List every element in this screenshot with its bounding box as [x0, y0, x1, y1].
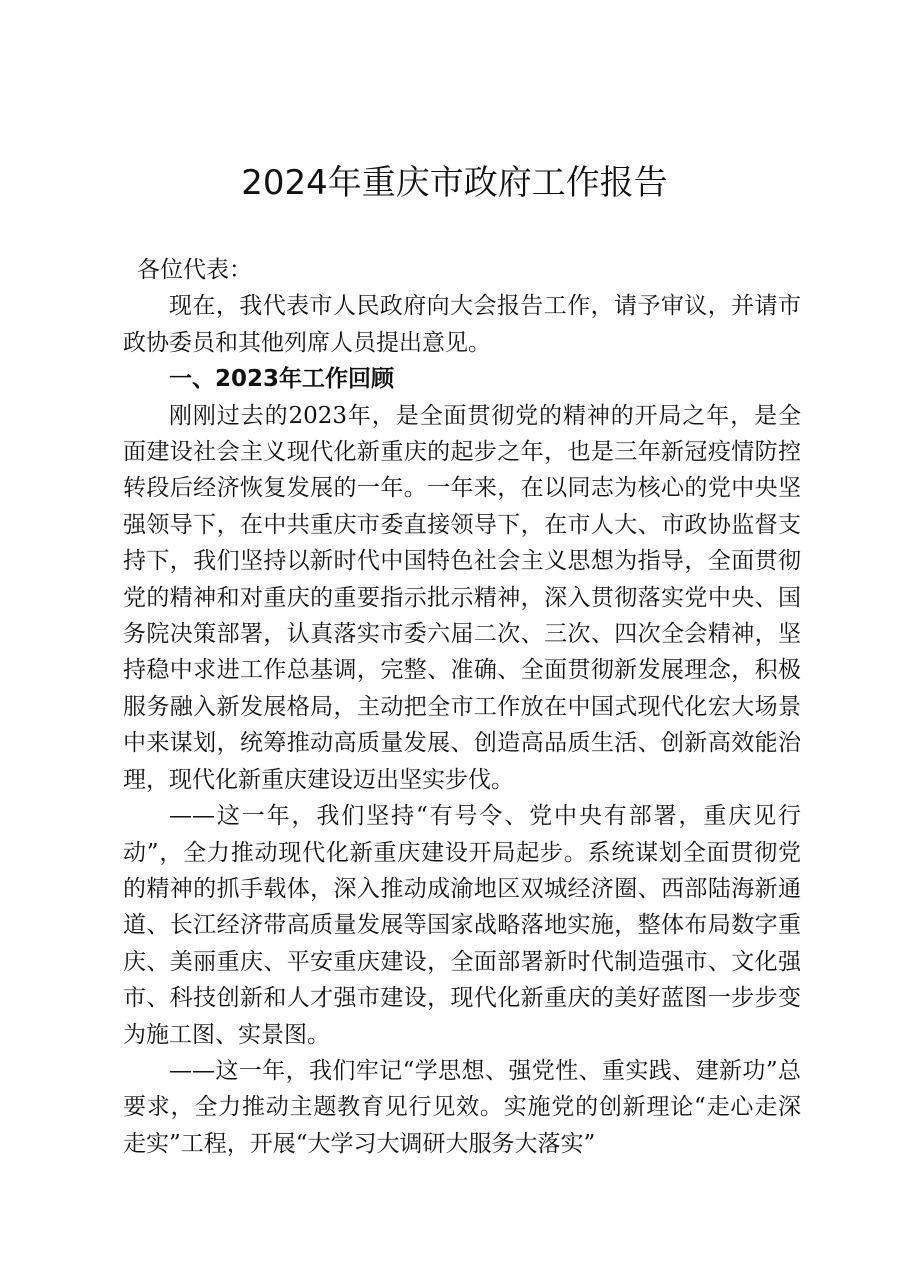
- document-body: [123, 252, 801, 1162]
- paragraph-intro: 现在，我代表市人民政府向大会报告工作，请予审议，并请市政协委员和其他列席人员提出意见。: [123, 293, 801, 356]
- paragraph-education: ——这一年，我们牢记“学思想、强党性、重实践、建新功”总要求，全力推动主题教育见行见效。实施党的创新理论“走心走深走实”工程，开展“大学习大调研大服务大落实”: [123, 1057, 801, 1157]
- document-title: 2024年重庆市政府工作报告: [241, 163, 668, 203]
- salutation: 各位代表：: [137, 257, 252, 283]
- paragraph-strategy: ——这一年，我们坚持“有号令、党中央有部署，重庆见行动”，全力推动现代化新重庆建设开局起步。系统谋划全面贯彻党的精神的抓手载体，深入推动成渝地区双城经济圈、西部陆海新通道、长江经济带高质量发展等国家战略落地实施，整体布局数字重庆、美丽重庆、平安重庆建设，全面部署新时代制造强市、文化强市、科技创新和人才强市建设，现代化新重庆的美好蓝图一步步变为施工图、实景图。: [123, 803, 801, 1048]
- paragraph-review: 刚刚过去的2023年，是全面贯彻党的精神的开局之年，是全面建设社会主义现代化新重庆的起步之年，也是三年新冠疫情防控转段后经济恢复发展的一年。一年来，在以同志为核心的党中央坚强领导下，在中共重庆市委直接领导下，在市人大、市政协监督支持下，我们坚持以新时代中国特色社会主义思想为指导，全面贯彻党的精神和对重庆的重要指示批示精神，深入贯彻落实党中央、国务院决策部署，认真落实市委六届二次、三次、四次全会精神，坚持稳中求进工作总基调，完整、准确、全面贯彻新发展理念，积极服务融入新发展格局，主动把全市工作放在中国式现代化宏大场景中来谋划，统筹推动高质量发展、创造高品质生活、创新高效能治理，现代化新重庆建设迈出坚实步伐。: [123, 402, 801, 793]
- section-heading: 一、2023年工作回顾: [169, 366, 395, 393]
